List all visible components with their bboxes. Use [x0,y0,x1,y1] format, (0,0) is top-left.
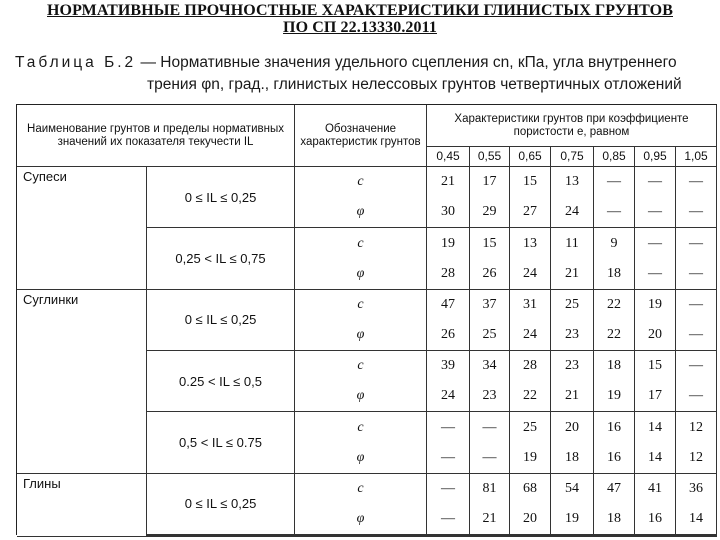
value-cell: 24 [510,320,551,351]
value-cell: 19 [594,382,635,413]
characteristic-symbol: φ [295,320,427,351]
header-e-value: 0,75 [551,147,594,167]
value-cell [470,536,510,537]
header-characteristics: Характеристики грунтов при коэффициенте пористости e, равном [427,105,717,147]
value-cell: 14 [635,443,676,474]
value-cell: 19 [510,443,551,474]
characteristic-symbol: φ [295,198,427,229]
value-cell: 23 [551,351,594,382]
liquidity-range [147,536,295,537]
value-cell: — [676,351,717,382]
value-cell: 81 [470,474,510,505]
characteristic-symbol: c [295,351,427,382]
header-name: Наименование грунтов и пределы нормативных значений их показателя текучести IL [17,105,295,167]
soil-name: Супеси [17,167,147,290]
value-cell: — [427,474,470,505]
value-cell: 12 [676,443,717,474]
liquidity-range: 0 ≤ IL ≤ 0,25 [147,290,295,351]
value-cell: 13 [510,228,551,259]
soil-strength-table [16,104,717,535]
value-cell: 23 [470,382,510,413]
caption-line2: трения φn, град., глинистых нелессовых грунтов четвертичных отложений [147,76,682,93]
value-cell: 21 [427,167,470,198]
header-e-value: 0,55 [470,147,510,167]
value-cell: 13 [551,167,594,198]
value-cell: — [676,198,717,229]
value-cell: 11 [551,228,594,259]
liquidity-range: 0.25 < IL ≤ 0,5 [147,351,295,412]
value-cell: 21 [551,259,594,290]
value-cell: 19 [427,228,470,259]
caption-lead: Таблица Б.2 [15,54,137,71]
value-cell: 15 [510,167,551,198]
characteristic-symbol [295,536,427,537]
value-cell [594,536,635,537]
value-cell: 21 [470,504,510,535]
value-cell: 25 [470,320,510,351]
liquidity-range: 0 ≤ IL ≤ 0,25 [147,167,295,228]
header-e-value: 0,95 [635,147,676,167]
value-cell: 17 [470,167,510,198]
page-title-line2: ПО СП 22.13330.2011 [283,19,437,36]
value-cell: — [676,320,717,351]
caption-line1: — Нормативные значения удельного сцепления cn, кПа, угла внутреннего [140,54,677,71]
value-cell: 16 [594,443,635,474]
value-cell: 54 [551,474,594,505]
value-cell: 18 [551,443,594,474]
value-cell: 26 [427,320,470,351]
characteristic-symbol: c [295,474,427,505]
value-cell: — [594,198,635,229]
value-cell [551,536,594,537]
liquidity-range: 0 ≤ IL ≤ 0,25 [147,474,295,535]
value-cell: 15 [635,351,676,382]
value-cell: 30 [427,198,470,229]
value-cell: — [635,198,676,229]
value-cell: 21 [551,382,594,413]
value-cell: 19 [551,504,594,535]
value-cell: 27 [510,198,551,229]
value-cell: 25 [551,290,594,321]
value-cell: 14 [676,504,717,535]
value-cell: 37 [470,290,510,321]
value-cell: 25 [510,412,551,443]
liquidity-range: 0,25 < IL ≤ 0,75 [147,228,295,289]
value-cell: 16 [635,504,676,535]
value-cell: — [594,167,635,198]
value-cell: 22 [594,290,635,321]
characteristic-symbol: c [295,228,427,259]
value-cell: 68 [510,474,551,505]
value-cell: 18 [594,259,635,290]
value-cell: 19 [635,290,676,321]
value-cell: 47 [594,474,635,505]
value-cell: 18 [594,504,635,535]
header-e-value: 0,65 [510,147,551,167]
value-cell [427,536,470,537]
value-cell: 29 [470,198,510,229]
value-cell: — [676,290,717,321]
soil-name: Глины [17,474,147,537]
characteristic-symbol: c [295,290,427,321]
value-cell: 18 [594,351,635,382]
value-cell: 24 [427,382,470,413]
value-cell [635,536,676,537]
liquidity-range: 0,5 < IL ≤ 0.75 [147,412,295,473]
value-cell: — [427,412,470,443]
value-cell [676,536,717,537]
value-cell: 20 [551,412,594,443]
value-cell: 16 [594,412,635,443]
value-cell: 41 [635,474,676,505]
value-cell: 22 [510,382,551,413]
value-cell: 17 [635,382,676,413]
value-cell: 47 [427,290,470,321]
value-cell: 9 [594,228,635,259]
value-cell: — [676,259,717,290]
value-cell: 36 [676,474,717,505]
value-cell: 39 [427,351,470,382]
characteristic-symbol: c [295,412,427,443]
value-cell: 23 [551,320,594,351]
page-title [0,2,720,36]
value-cell: 24 [551,198,594,229]
value-cell: 28 [510,351,551,382]
value-cell: 31 [510,290,551,321]
header-e-value: 0,85 [594,147,635,167]
value-cell: — [635,259,676,290]
characteristic-symbol: φ [295,443,427,474]
header-e-value: 0,45 [427,147,470,167]
characteristic-symbol: c [295,167,427,198]
value-cell: — [427,504,470,535]
value-cell: 22 [594,320,635,351]
header-e-value: 1,05 [676,147,717,167]
value-cell: 15 [470,228,510,259]
soil-name: Суглинки [17,290,147,474]
value-cell: — [427,443,470,474]
table-caption [15,52,715,96]
characteristic-symbol: φ [295,382,427,413]
value-cell: 24 [510,259,551,290]
value-cell: 28 [427,259,470,290]
value-cell: 26 [470,259,510,290]
value-cell [510,536,551,537]
value-cell: 20 [510,504,551,535]
characteristic-symbol: φ [295,504,427,535]
characteristic-symbol: φ [295,259,427,290]
value-cell: — [676,382,717,413]
value-cell: — [635,228,676,259]
value-cell: — [470,412,510,443]
value-cell: — [470,443,510,474]
header-designation: Обозначение характеристик грунтов [295,105,427,167]
value-cell: 20 [635,320,676,351]
value-cell: 12 [676,412,717,443]
value-cell: 34 [470,351,510,382]
value-cell: — [635,167,676,198]
value-cell: — [676,167,717,198]
value-cell: 14 [635,412,676,443]
page-title-line1: НОРМАТИВНЫЕ ПРОЧНОСТНЫЕ ХАРАКТЕРИСТИКИ ГЛИНИСТЫХ ГРУНТОВ [47,2,673,19]
value-cell: — [676,228,717,259]
